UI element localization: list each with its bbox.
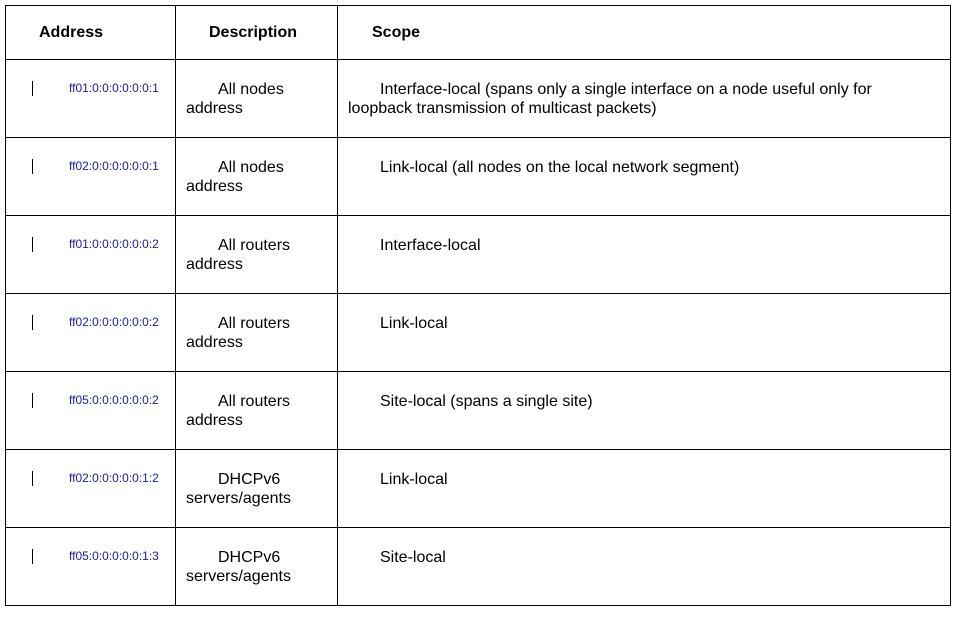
scope-cell <box>338 450 951 528</box>
table-row <box>6 294 951 372</box>
address-value: ff05:0:0:0:0:0:1:3 <box>69 549 159 563</box>
address-cell <box>6 216 176 294</box>
address-cell <box>6 528 176 606</box>
description-cell <box>176 216 338 294</box>
description-value: DHCPv6 servers/agents <box>186 549 291 585</box>
scope-cell <box>338 372 951 450</box>
address-value: ff01:0:0:0:0:0:0:1 <box>69 81 159 95</box>
scope-cell <box>338 528 951 606</box>
description-value: DHCPv6 servers/agents <box>186 471 291 507</box>
text-cursor-mark <box>32 549 33 564</box>
description-cell <box>176 528 338 606</box>
description-cell <box>176 450 338 528</box>
description-cell <box>176 372 338 450</box>
table-row <box>6 528 951 606</box>
address-value: ff01:0:0:0:0:0:0:2 <box>69 237 159 251</box>
address-value: ff02:0:0:0:0:0:0:2 <box>69 315 159 329</box>
address-cell <box>6 294 176 372</box>
table-row <box>6 60 951 138</box>
text-cursor-mark <box>32 159 33 174</box>
description-value: All routers address <box>186 393 291 429</box>
scope-value: Interface-local (spans only a single interface on a node useful only for loopback transmission of multicast packets) <box>348 81 872 117</box>
scope-value: Site-local (spans a single site) <box>380 393 593 410</box>
header-address <box>6 6 176 60</box>
scope-cell <box>338 138 951 216</box>
table-row <box>6 138 951 216</box>
text-cursor-mark <box>32 315 33 330</box>
address-value: ff05:0:0:0:0:0:0:2 <box>69 393 159 407</box>
text-cursor-mark <box>32 393 33 408</box>
scope-cell <box>338 60 951 138</box>
description-cell <box>176 138 338 216</box>
description-value: All nodes address <box>186 159 284 195</box>
table-row <box>6 216 951 294</box>
text-cursor-mark <box>32 237 33 252</box>
scope-cell <box>338 294 951 372</box>
header-scope <box>338 6 951 60</box>
address-value: ff02:0:0:0:0:0:0:1 <box>69 159 159 173</box>
header-description-label: Description <box>209 23 298 41</box>
table-row <box>6 372 951 450</box>
scope-cell <box>338 216 951 294</box>
scope-value: Link-local <box>380 315 448 332</box>
address-cell <box>6 60 176 138</box>
scope-value: Link-local <box>380 471 448 488</box>
multicast-address-table <box>5 5 951 606</box>
description-value: All routers address <box>186 315 291 351</box>
address-value: ff02:0:0:0:0:0:1:2 <box>69 471 159 485</box>
header-scope-label: Scope <box>372 23 421 41</box>
description-cell <box>176 294 338 372</box>
header-address-label: Address <box>39 23 104 41</box>
text-cursor-mark <box>32 81 33 96</box>
text-cursor-mark <box>32 471 33 486</box>
address-cell <box>6 372 176 450</box>
scope-value: Link-local (all nodes on the local network segment) <box>380 159 740 176</box>
address-cell <box>6 138 176 216</box>
table-header-row <box>6 6 951 60</box>
address-cell <box>6 450 176 528</box>
scope-value: Interface-local <box>380 237 481 254</box>
header-description <box>176 6 338 60</box>
description-value: All nodes address <box>186 81 284 117</box>
scope-value: Site-local <box>380 549 446 566</box>
table-row <box>6 450 951 528</box>
description-value: All routers address <box>186 237 291 273</box>
description-cell <box>176 60 338 138</box>
